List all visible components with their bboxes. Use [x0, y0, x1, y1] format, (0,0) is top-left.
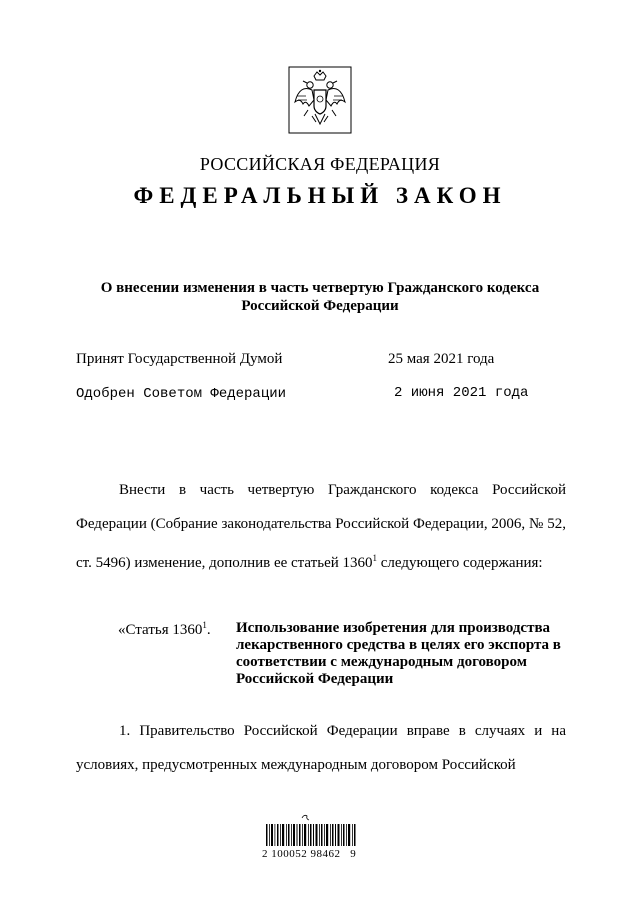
article-title: Использование изобретения для производства лекарственного средства в целях его экспорта в соответствии с международным договором Российской Федерации: [236, 620, 561, 687]
article-label-text: «Статья 1360: [118, 622, 203, 638]
law-title: [60, 279, 580, 315]
country-name: РОССИЙСКАЯ ФЕДЕРАЦИЯ: [199, 154, 441, 174]
barcode: [262, 812, 382, 853]
article-number-superscript: 1: [372, 553, 378, 563]
article-label-dot: .: [206, 622, 211, 638]
article-label: [118, 620, 211, 639]
paragraph-amendment: [76, 473, 566, 580]
law-title-line-2: Российской Федерации: [241, 298, 399, 314]
council-approval-label: Одобрен Советом Федерации: [76, 386, 287, 402]
document-type: ФЕДЕРАЛЬНЫЙ ЗАКОН: [133, 183, 507, 208]
barcode-number: 2 100052 98462 9: [262, 848, 357, 860]
article-label-superscript: 1: [202, 620, 207, 630]
paragraph-clause-1: 1. Правительство Российской Федерации вправе в случаях и на условиях, предусмотренных международным договором Российской: [76, 723, 566, 773]
paragraph-amendment-text-end: следующего содержания:: [377, 555, 543, 571]
law-title-line-1: О внесении изменения в часть четвертую Гражданского кодекса: [100, 280, 540, 296]
duma-adoption-label: Принят Государственной Думой: [76, 351, 283, 367]
paragraph-amendment-text: Внести в часть четвертую Гражданского кодекса Российской Федерации (Собрание законодательства Российской Федерации, 2006, № 52, ст. 5496) изменение, дополнив ее статьей 1360: [76, 482, 566, 571]
council-approval-date: 2 июня 2021 года: [394, 385, 529, 401]
duma-adoption-date: 25 мая 2021 года: [388, 351, 495, 367]
coat-of-arms-emblem: [288, 66, 352, 134]
